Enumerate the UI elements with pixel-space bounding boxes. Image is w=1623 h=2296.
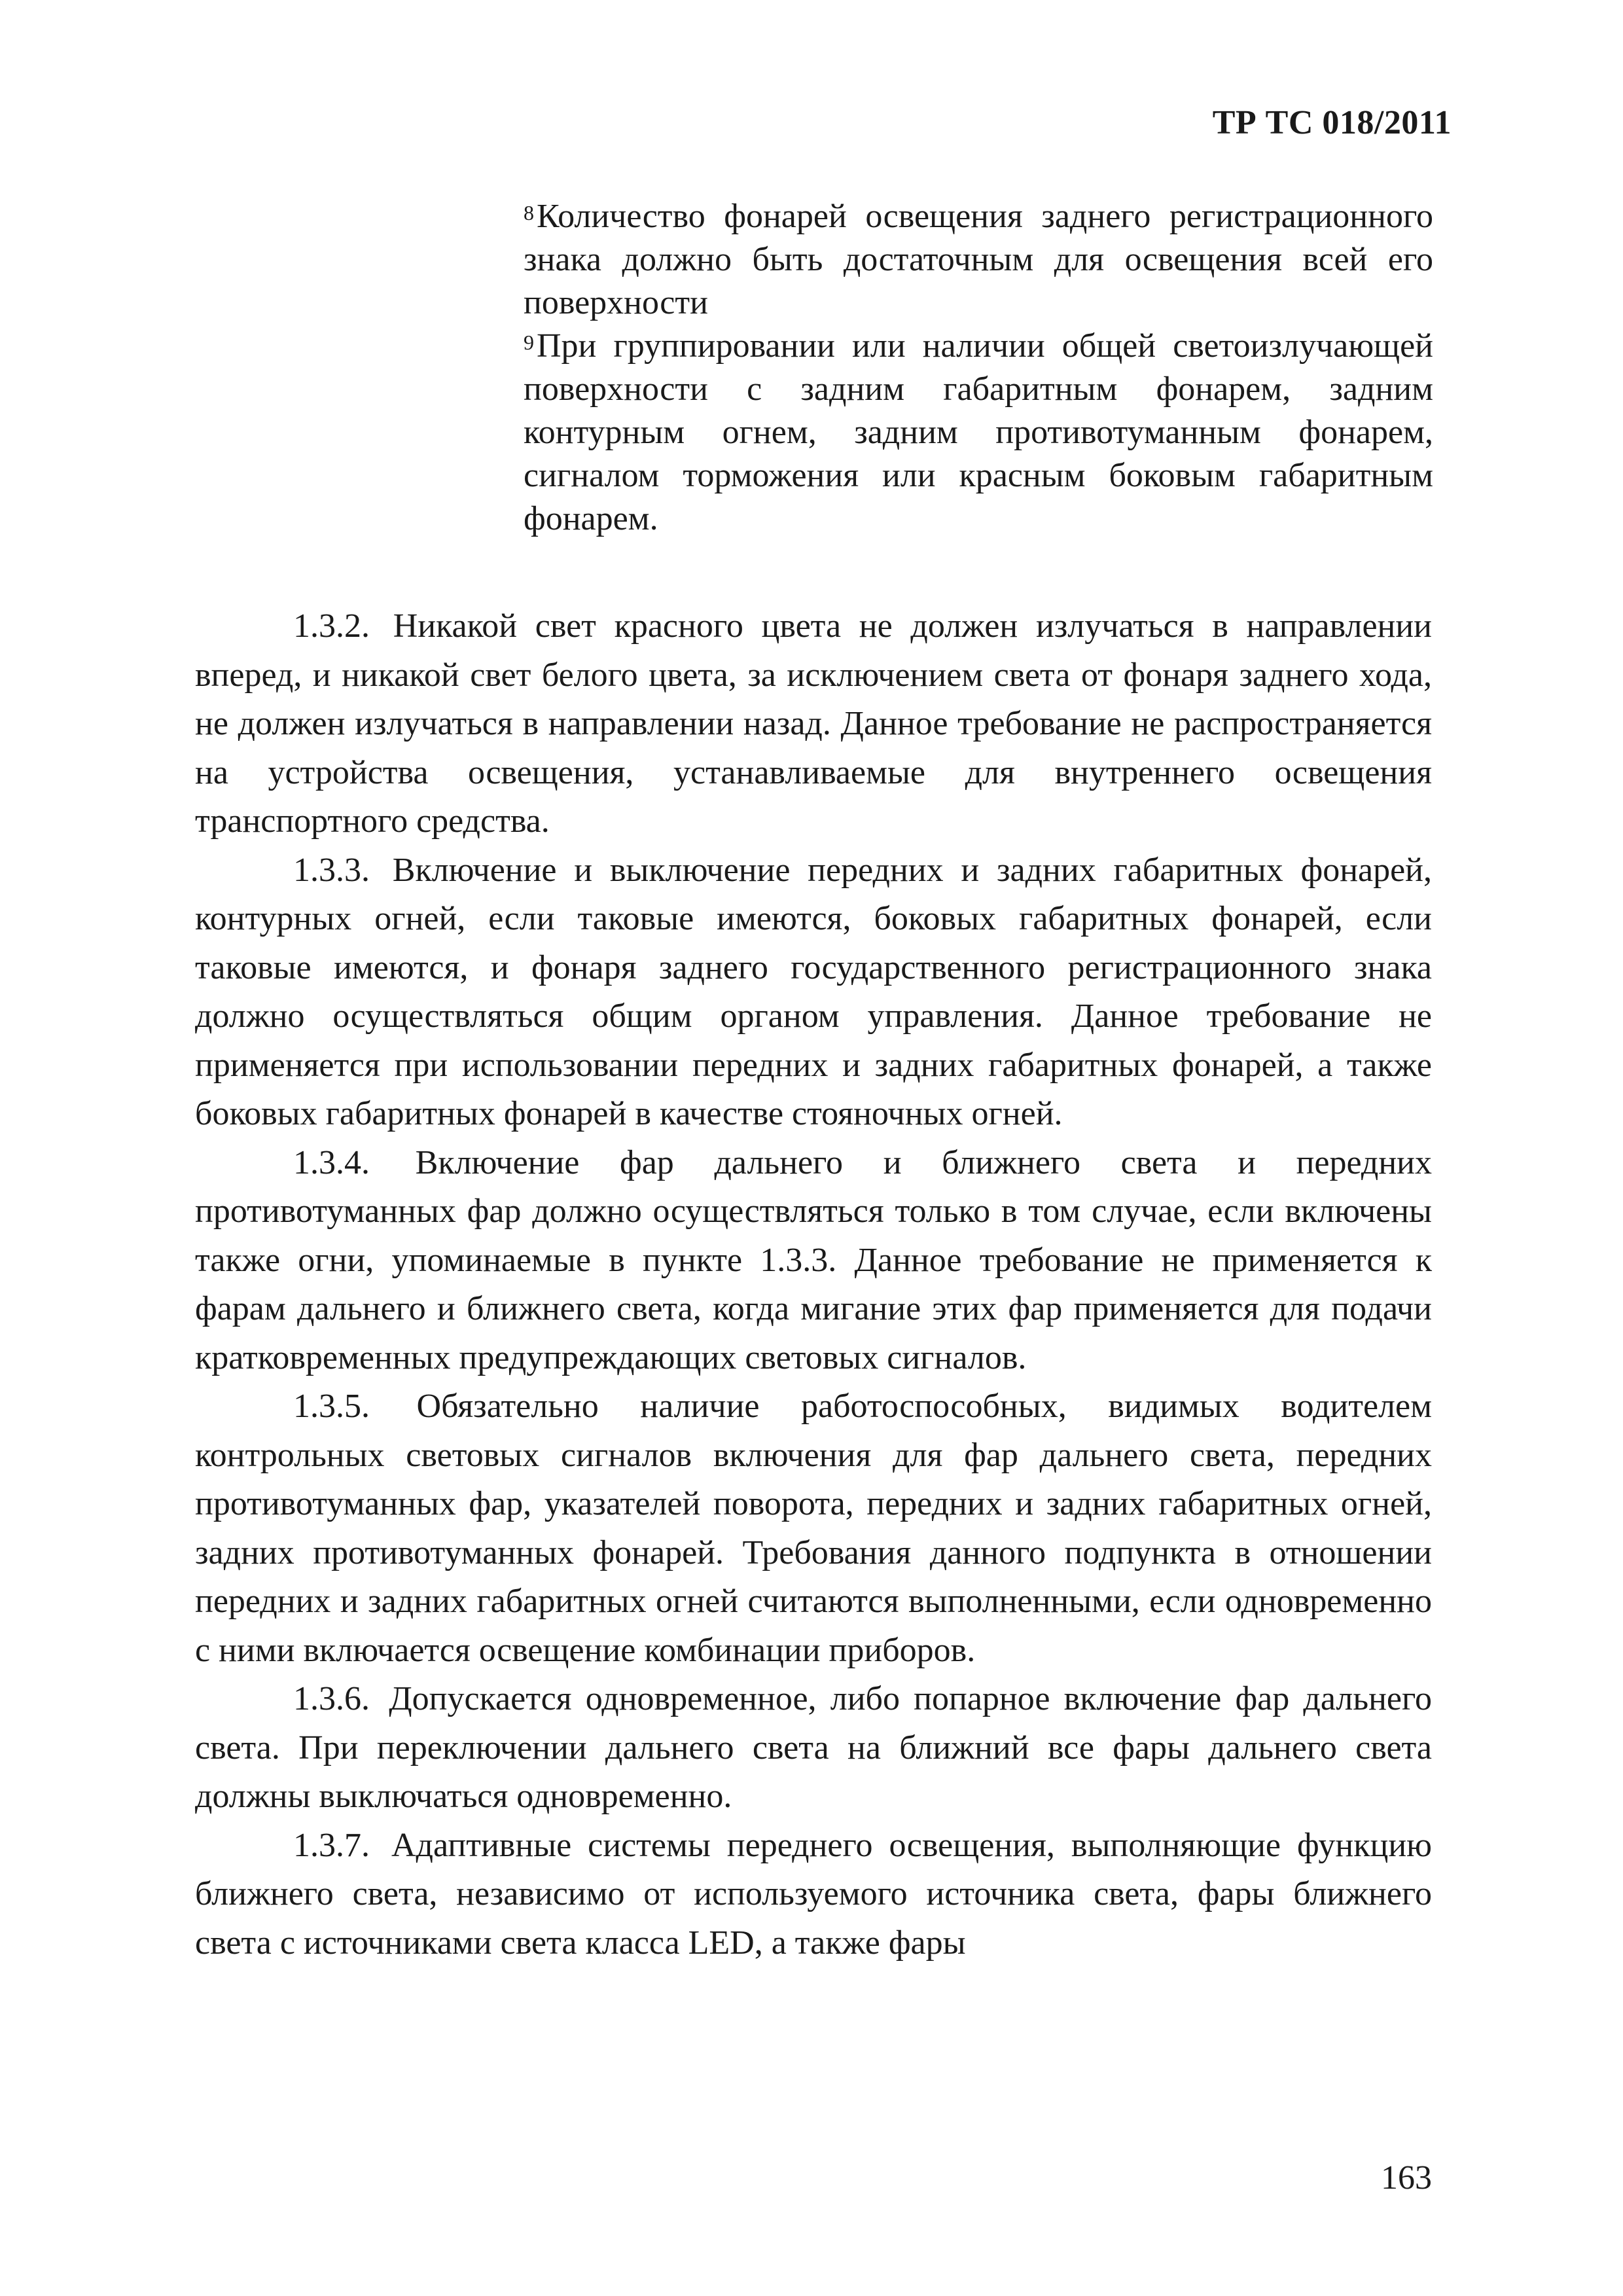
footnote-item: [524, 325, 1433, 541]
paragraph-number: 1.3.4.: [293, 1143, 370, 1181]
paragraph: [195, 602, 1432, 846]
paragraph-number: 1.3.2.: [293, 607, 370, 645]
footnote-marker: 8: [524, 201, 534, 224]
paragraph: [195, 1675, 1432, 1821]
paragraph: [195, 1139, 1432, 1383]
footnote-text: При группировании или наличии общей светоизлучающей поверхности с задним габаритным фонарем, задним контурным огнем, задним противотуманным фонарем, сигналом торможения или красным боковым габаритным фонарем.: [524, 327, 1433, 537]
paragraph-text: Допускается одновременное, либо попарное включение фар дальнего света. При переключении дальнего света на ближний все фары дальнего света должны выключаться одновременно.: [195, 1680, 1433, 1815]
main-text: [195, 602, 1432, 1967]
footnotes-block: [524, 195, 1433, 541]
paragraph-text: Никакой свет красного цвета не должен излучаться в направлении вперед, и никакой свет белого цвета, за исключением света от фонаря заднего хода, не должен излучаться в направлении назад. Данное требование не распространяется на устройства освещения, устанавливаемые для внутреннего освещения транспортного средства.: [195, 607, 1433, 840]
page-number: 163: [1381, 2159, 1432, 2197]
paragraph-number: 1.3.5.: [293, 1388, 370, 1425]
paragraph-number: 1.3.7.: [293, 1826, 370, 1864]
paragraph-text: Обязательно наличие работоспособных, видимых водителем контрольных световых сигналов включения для фар дальнего света, передних противотуманных фар, указателей поворота, передних и задних габаритных огней, задних противотуманных фонарей. Требования данного подпункта в отношении передних и задних габаритных огней считаются выполненными, если одновременно с ними включается освещение комбинации приборов.: [195, 1388, 1432, 1669]
footnote-item: [524, 195, 1433, 325]
paragraph-text: Включение и выключение передних и задних габаритных фонарей, контурных огней, если таковые имеются, боковых габаритных фонарей, если таковые имеются, и фонаря заднего государственного регистрационного знака должно осуществляться общим органом управления. Данное требование не применяется при использовании передних и задних габаритных фонарей, а также боковых габаритных фонарей в качестве стояночных огней.: [195, 851, 1433, 1132]
footnote-text: Количество фонарей освещения заднего регистрационного знака должно быть достаточным для освещения всей его поверхности: [524, 198, 1433, 321]
footnote-marker: 9: [524, 331, 534, 354]
paragraph-text: Адаптивные системы переднего освещения, выполняющие функцию ближнего света, независимо от используемого источника света, фары ближнего света с источниками света класса LED, а также фары: [195, 1826, 1432, 1962]
paragraph: [195, 846, 1432, 1139]
paragraph-number: 1.3.6.: [293, 1680, 370, 1717]
paragraph: [195, 1821, 1432, 1968]
paragraph: [195, 1382, 1432, 1675]
document-code-header: ТР ТС 018/2011: [1212, 104, 1452, 141]
paragraph-number: 1.3.3.: [293, 851, 370, 889]
paragraph-text: Включение фар дальнего и ближнего света и передних противотуманных фар должно осуществляться только в том случае, если включены также огни, упоминаемые в пункте 1.3.3. Данное требование не применяется к фарам дальнего и ближнего света, когда мигание этих фар применяется для подачи кратковременных предупреждающих световых сигналов.: [195, 1143, 1433, 1376]
